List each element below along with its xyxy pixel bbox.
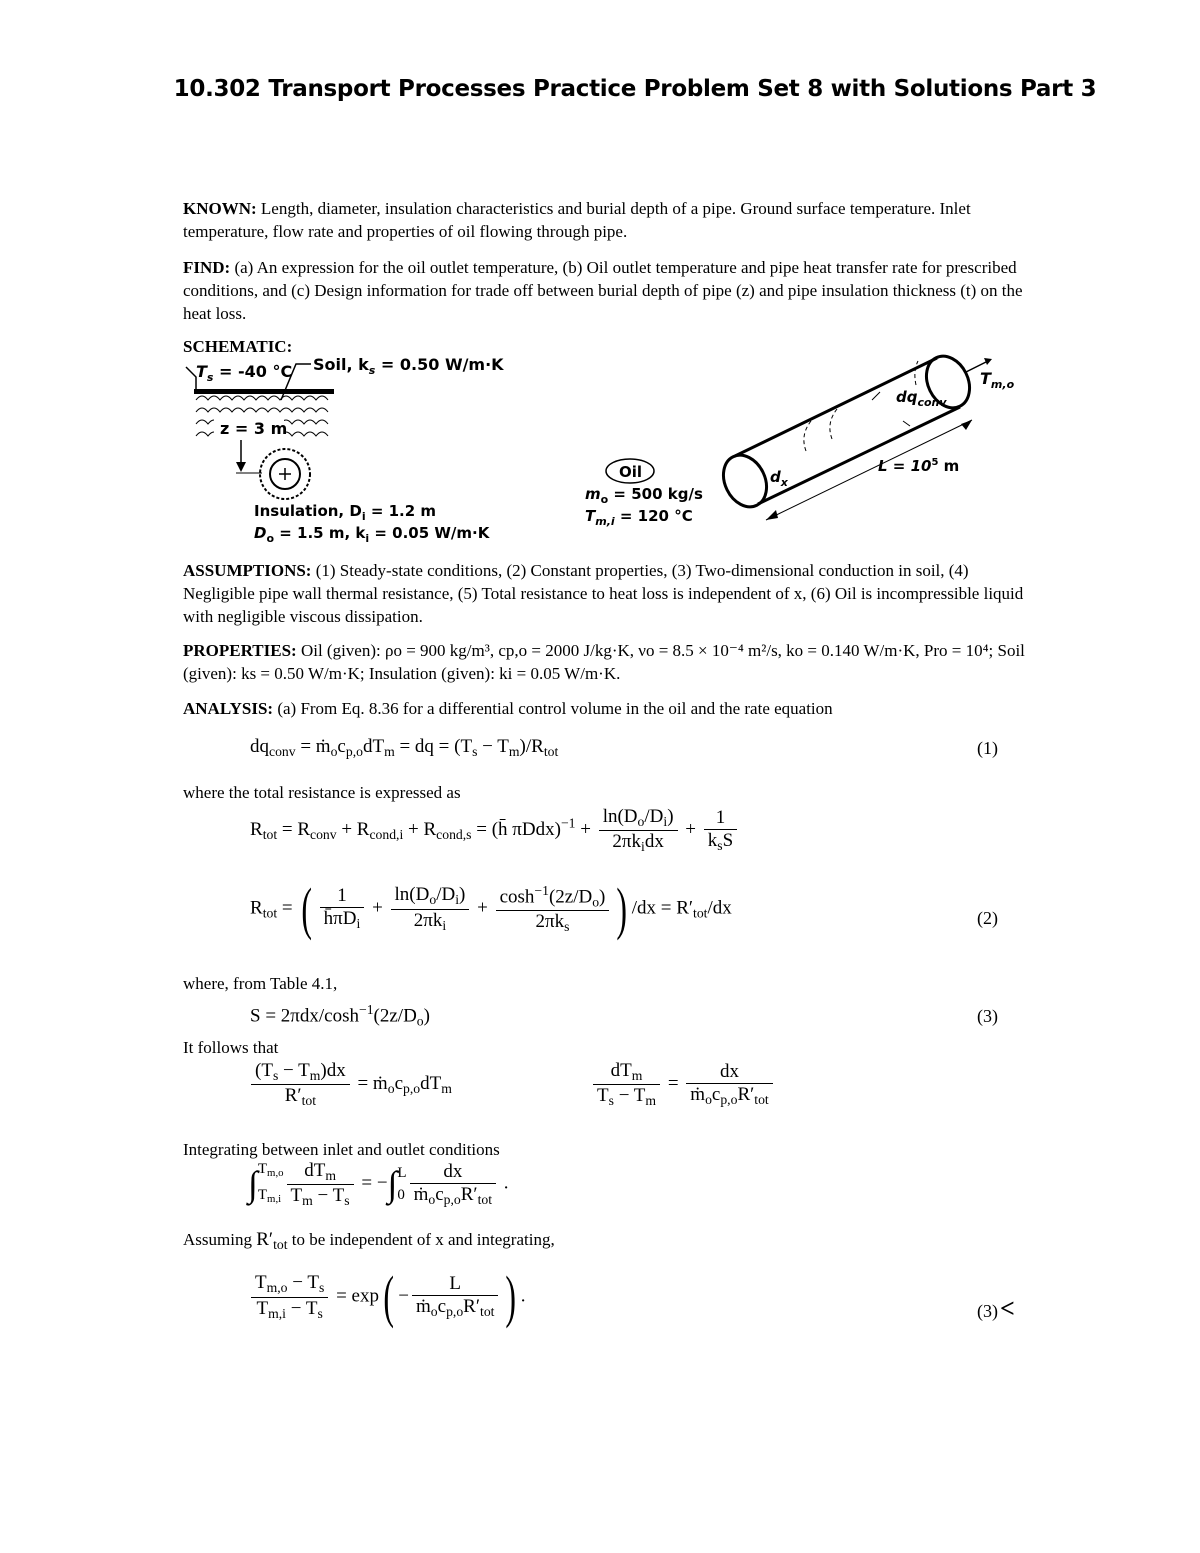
known-label: KNOWN: — [183, 199, 257, 218]
it-follows-text: It follows that — [183, 1038, 279, 1057]
dq-arrow-1 — [872, 392, 880, 400]
schematic-label: SCHEMATIC: — [183, 337, 293, 356]
analysis-paragraph — [183, 697, 1043, 720]
find-text: (a) An expression for the oil outlet temperature, (b) Oil outlet temperature and pipe heat transfer rate for prescribed conditions, and (c) Design information for trade off between burial depth of pipe (z) and pipe insulation thickness (t) on the heat loss. — [183, 258, 1023, 323]
properties-paragraph — [183, 639, 1043, 685]
schematic-diagram — [0, 0, 1200, 560]
length-label: $L = 10^5$ m — [878, 457, 960, 475]
dq-arrow-2 — [903, 421, 910, 426]
tmo-label: $T_{m,o}$ — [980, 369, 1015, 391]
equation-2-number: (2) — [977, 908, 998, 928]
ts-leader — [186, 367, 196, 392]
assumptions-text: (1) Steady-state conditions, (2) Constant properties, (3) Two-dimensional conduction in soil, (4) Negligible pipe wall thermal resistance, (5) Total resistance to heat loss is independent of x, (6) Oil is incompressible liquid with negligible viscous dissipation. — [183, 561, 1024, 626]
assuming-rest-text: to be independent of x and integrating, — [291, 1230, 555, 1249]
length-arrow-left — [766, 510, 778, 520]
depth-arrowhead — [236, 462, 246, 472]
ts-label: $T_s = -40$ °C — [196, 362, 293, 384]
assuming-text: Assuming — [183, 1230, 252, 1249]
integrating-text: Integrating between inlet and outlet conditions — [183, 1140, 500, 1159]
page-title: 10.302 Transport Processes Practice Problem Set 8 with Solutions Part 3 — [173, 76, 1097, 102]
analysis-intro: (a) From Eq. 8.36 for a differential control volume in the oil and the rate equation — [277, 699, 833, 718]
tmi-label: $T_{m,i} = 120$ °C — [585, 507, 693, 528]
length-arrow-right — [961, 420, 972, 430]
assumptions-label: ASSUMPTIONS: — [183, 561, 312, 580]
insulation-label-2: $D_o = 1.5$ m, $k_i = 0.05$ W/m·K — [254, 524, 490, 545]
soil-label: Soil, $k_s = 0.50$ W/m·K — [313, 355, 504, 377]
dx-label: $d_x$ — [770, 468, 788, 489]
equation-3-shape-factor: $S = 2\pi dx/\cosh^{-1}(2z/D_o)$ — [250, 1002, 430, 1029]
z-label: z = 3 m — [220, 419, 288, 438]
equation-3a-number: (3) — [977, 1006, 998, 1026]
ground-surface — [194, 389, 334, 394]
equation-3b-number: (3)< — [977, 1294, 1015, 1323]
properties-text: Oil (given): ρo = 900 kg/m³, cp,o = 2000 J/kg·K, νo = 8.5 × 10⁻⁴ m²/s, ko = 0.140 W/m·K, Pro = 10⁴; Soil (given): ks = 0.50 W/m·K; Insulation (given): ki = 0.05 W/m·K. — [183, 641, 1025, 683]
where-table-text: where, from Table 4.1, — [183, 974, 338, 993]
dq-label: $dq_{conv}$ — [896, 388, 947, 409]
mdot-label: $m_o = 500$ kg/s — [585, 485, 703, 506]
oil-label: Oil — [619, 463, 643, 481]
equation-follows-right: $\frac{dT_m}{T_s - T_m}$ = $\frac{dx}{ṁ_oc_{p,o}R'_{tot}}$ — [590, 1060, 776, 1109]
assuming-paragraph: Assuming $R'_{tot}$ to be independent of x and integrating, — [183, 1229, 555, 1253]
total-resistance-text: where the total resistance is expressed as — [183, 783, 461, 802]
assumptions-paragraph — [183, 559, 1043, 628]
equation-final: $\frac{T_{m,o} - T_s}{T_{m,i} - T_s}$ = exp( − $\frac{L}{ṁ_oc_{p,o}R'_{tot}}$ ) . — [248, 1268, 526, 1326]
answer-marker: < — [1000, 1294, 1015, 1323]
insulation-label-1: Insulation, $D_i = 1.2$ m — [254, 502, 437, 523]
analysis-label: ANALYSIS: — [183, 699, 274, 718]
equation-integral: $\int T_{m,o}$ $T_{m,i}$ $\frac{dT_m}{T_m - T_s}$ = −∫L 0 $\frac{dx}{ṁ_oc_{p,o}R'_{tot}}$ . — [248, 1159, 509, 1208]
equation-1: $dq_{conv}$ = $ṁ_oc_{p,o}dT_m$ = dq = $(T_s - T_m)/R_{tot}$ — [250, 736, 559, 760]
equation-2: $R_{tot}$ = ( $\frac{1}{h̄\pi D_i}$ + $\frac{\ln(D_o/D_i)}{2\pi k_i}$ + $\frac{\cosh^{-1}(2z/D_o)}{2\pi k_s}$ ) $/dx = R'_{tot}/dx$ — [250, 876, 732, 941]
pipe-cylinder — [715, 349, 978, 514]
properties-label: PROPERTIES: — [183, 641, 297, 660]
equation-follows-left: $\frac{(T_s - T_m)dx}{R'_{tot}}$ = $ṁ_oc_{p,o}dT_m$ — [248, 1060, 452, 1109]
equation-rtot-expansion: $R_{tot} = R_{conv} + R_{cond,i} + R_{cond,s}$ = (h̄ πDdx)$^{-1}$ + $\frac{\ln(D_o/D_i)}{2\pi k_idx}$ + $\frac{1}{k_sS}$ — [250, 806, 740, 855]
known-text: Length, diameter, insulation characteristics and burial depth of a pipe. Ground surface temperature. Inlet temperature, flow rate and properties of oil flowing through pipe. — [183, 199, 971, 241]
equation-1-number: (1) — [977, 738, 998, 758]
tmo-arrowhead — [984, 358, 992, 365]
find-label: FIND: — [183, 258, 231, 277]
